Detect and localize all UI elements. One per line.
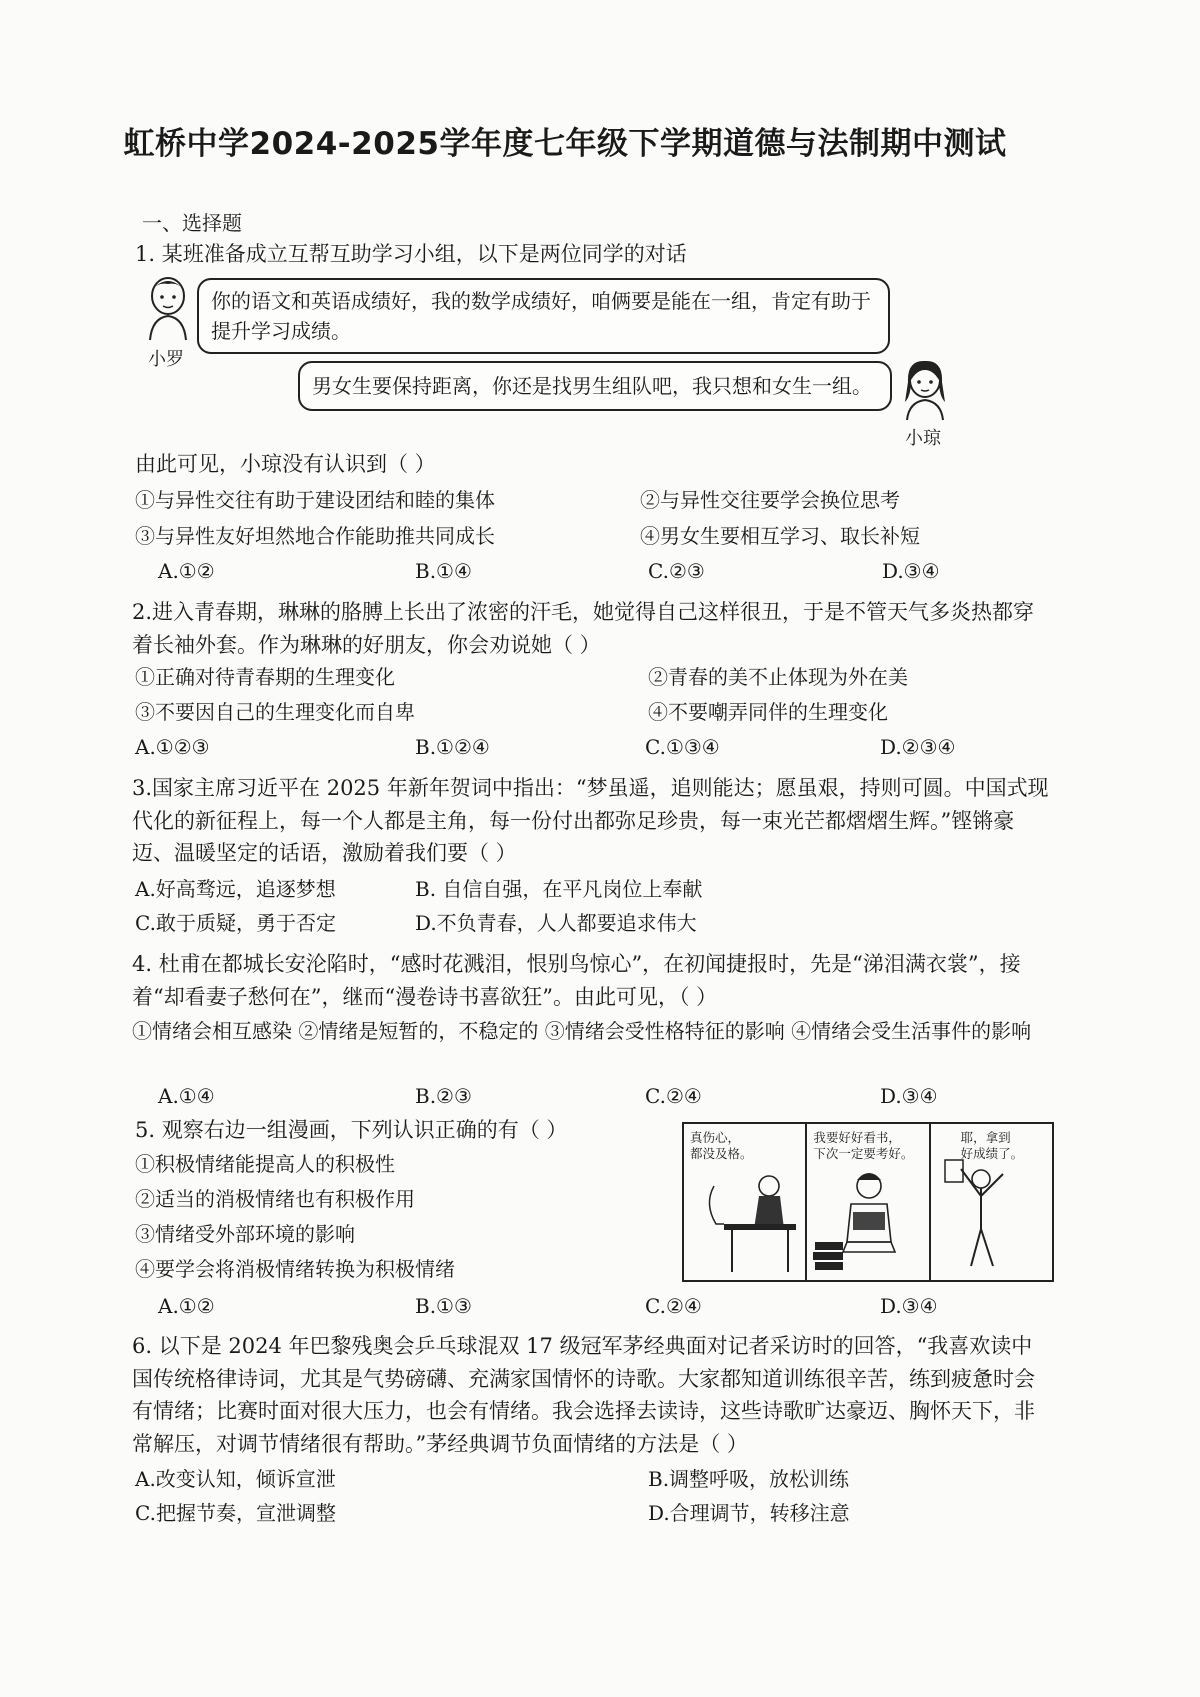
exam-title: 虹桥中学2024-2025学年度七年级下学期道德与法制期中测试	[123, 126, 1007, 162]
q5-statement-2: ②适当的消极情绪也有积极作用	[135, 1187, 415, 1211]
girl-name: 小琼	[905, 428, 941, 449]
sad-student-drawing	[684, 1124, 804, 1274]
q6-option-b: B.调整呼吸，放松训练	[648, 1467, 850, 1491]
q3-option-c: C.敢于质疑，勇于否定	[135, 911, 336, 935]
q6-option-d: D.合理调节，转移注意	[648, 1501, 850, 1525]
q5-option-c: C.②④	[645, 1294, 702, 1318]
q2-statement-4: ④不要嘲弄同伴的生理变化	[648, 700, 888, 724]
section-heading: 一、选择题	[142, 211, 242, 235]
q5-option-d: D.③④	[880, 1294, 938, 1318]
q2-option-b: B.①②④	[415, 735, 490, 759]
q5-statement-3: ③情绪受外部环境的影响	[135, 1222, 355, 1246]
q6-option-a: A.改变认知，倾诉宣泄	[135, 1467, 336, 1491]
q1-option-d: D.③④	[882, 559, 940, 583]
q5-statement-1: ①积极情绪能提高人的积极性	[135, 1152, 395, 1176]
q3-stem: 3.国家主席习近平在 2025 年新年贺词中指出：“梦虽遥，追则能达；愿虽艰，持则可圆。中国式现代化的新征程上，每一个人都是主角，每一份付出都弥足珍贵，每一束光芒都熠熠生辉。”铿锵豪迈、温暖坚定的话语，激励着我们要（ ）	[132, 776, 1049, 866]
q6-option-c: C.把握节奏，宣泄调整	[135, 1501, 336, 1525]
q1-statement-2: ②与异性交往要学会换位思考	[640, 488, 900, 512]
q1-statement-1: ①与异性交往有助于建设团结和睦的集体	[135, 488, 495, 512]
q5-option-a: A.①②	[158, 1294, 215, 1318]
girl-speech: 男女生要保持距离，你还是找男生组队吧，我只想和女生一组。	[312, 374, 872, 398]
comic-panel2-text: 我要好好看书， 下次一定要考好。	[813, 1130, 914, 1162]
q5-statement-4: ④要学会将消极情绪转换为积极情绪	[135, 1257, 455, 1281]
q4-option-b: B.②③	[415, 1084, 472, 1108]
comic-strip	[682, 1122, 1054, 1282]
comic-panel-sad	[684, 1124, 807, 1280]
comic-panel-determined	[807, 1124, 930, 1280]
q3-option-a: A.好高骛远，追逐梦想	[135, 877, 336, 901]
q2-option-c: C.①③④	[645, 735, 720, 759]
cheering-student-drawing	[931, 1124, 1051, 1274]
q1-option-b: B.①④	[415, 559, 472, 583]
q1-option-a: A.①②	[158, 559, 215, 583]
q2-stem: 2.进入青春期，琳琳的胳膊上长出了浓密的汗毛，她觉得自己这样很丑，于是不管天气多炎热都穿着长袖外套。作为琳琳的好朋友，你会劝说她（ ）	[132, 600, 1035, 657]
q2-statement-3: ③不要因自己的生理变化而自卑	[135, 700, 415, 724]
q5-option-b: B.①③	[415, 1294, 472, 1318]
boy-speech-bubble	[197, 278, 890, 354]
q6-stem: 6. 以下是 2024 年巴黎残奥会乒乓球混双 17 级冠军茅经典面对记者采访时的回答，“我喜欢读中国传统格律诗词，尤其是气势磅礴、充满家国情怀的诗歌。大家都知道训练很辛苦，练到疲惫时会有情绪；比赛时面对很大压力，也会有情绪。我会选择去读诗，这些诗歌旷达豪迈、胸怀天下，非常解压，对调节情绪很有帮助。”茅经典调节负面情绪的方法是（ ）	[132, 1334, 1035, 1456]
q4-option-d: D.③④	[880, 1084, 938, 1108]
q4-option-a: A.①④	[158, 1084, 215, 1108]
q2-statement-1: ①正确对待青春期的生理变化	[135, 665, 395, 689]
reading-student-drawing	[807, 1124, 927, 1274]
boy-figure	[140, 272, 198, 342]
q1-question: 由此可见，小琼没有认识到（ ）	[135, 452, 436, 476]
boy-speech-line1: 你的语文和英语成绩好，我的数学成绩好，咱俩要是能在一组，肯定有助于	[211, 289, 871, 313]
q1-statement-3: ③与异性友好坦然地合作能助推共同成长	[135, 524, 495, 548]
q1-option-c: C.②③	[648, 559, 705, 583]
q1-statement-4: ④男女生要相互学习、取长补短	[640, 524, 920, 548]
boy-name: 小罗	[148, 349, 184, 370]
q4-stem: 4. 杜甫在都城长安沦陷时，“感时花溅泪，恨别鸟惊心”，在初闻捷报时，先是“涕泪满衣裳”，接着“却看妻子愁何在”，继而“漫卷诗书喜欲狂”。由此可见，（ ）	[132, 952, 1021, 1009]
q4-statements: ①情绪会相互感染 ②情绪是短暂的，不稳定的 ③情绪会受性格特征的影响 ④情绪会受生活事件的影响	[132, 1019, 1032, 1043]
q5-stem: 5. 观察右边一组漫画，下列认识正确的有（ ）	[135, 1118, 568, 1142]
q2-statement-2: ②青春的美不止体现为外在美	[648, 665, 908, 689]
comic-panel3-text: 耶，拿到 好成绩了。	[960, 1130, 1024, 1162]
q2-option-d: D.②③④	[880, 735, 956, 759]
q1-stem: 1. 某班准备成立互帮互助学习小组，以下是两位同学的对话	[135, 242, 687, 266]
q3-option-b: B. 自信自强，在平凡岗位上奉献	[415, 877, 703, 901]
q3-option-d: D.不负青春，人人都要追求伟大	[415, 911, 697, 935]
q2-option-a: A.①②③	[135, 735, 210, 759]
girl-speech-bubble	[298, 361, 892, 411]
q4-option-c: C.②④	[645, 1084, 702, 1108]
girl-figure	[895, 356, 955, 422]
boy-speech-line2: 提升学习成绩。	[211, 319, 351, 343]
comic-panel1-text: 真伤心， 都没及格。	[690, 1130, 753, 1162]
comic-panel-happy	[931, 1124, 1052, 1280]
